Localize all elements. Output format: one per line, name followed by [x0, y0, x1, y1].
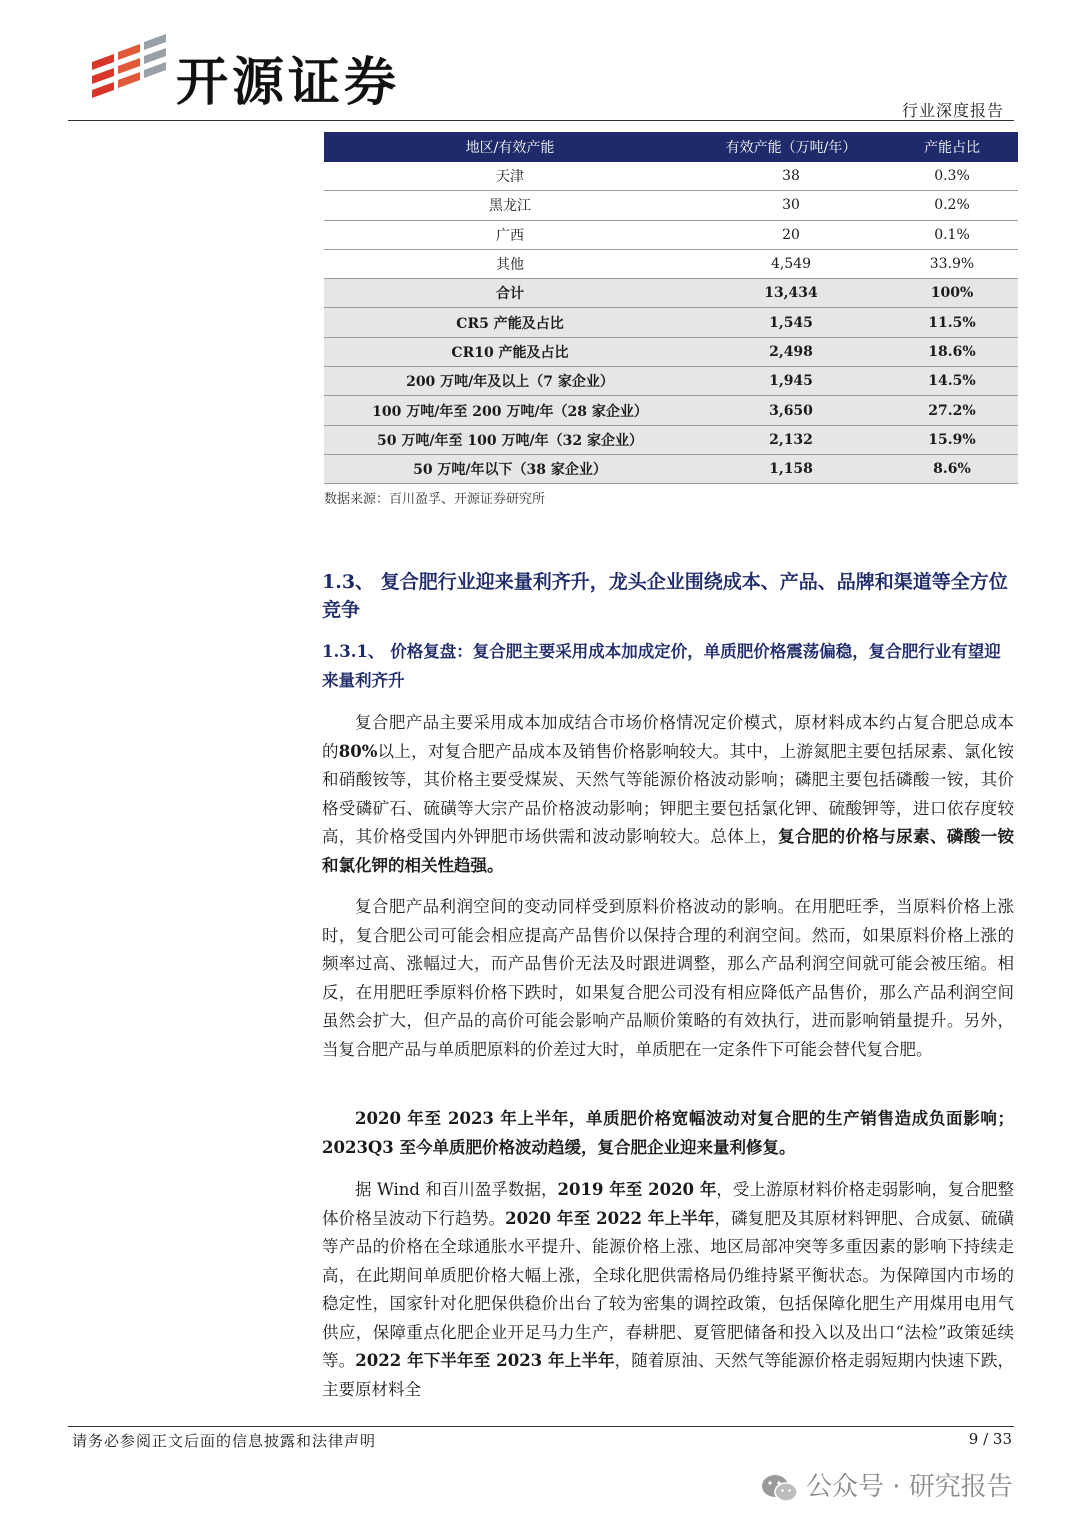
logo-text: 开源证券	[176, 53, 401, 113]
text-run-bold: 复合肥的价格与尿素、磷酸一铵和氯化钾的相关性趋强。	[322, 827, 1015, 875]
body-paragraph: 复合肥产品利润空间的变动同样受到原料价格波动的影响。在用肥旺季，当原料价格上涨时，复合肥公司可能会相应提高产品售价以保持合理的利润空间。然而，如果原料价格上涨的频率过高、涨幅过大，而产品售价无法及时跟进调整，那么产品利润空间就可能会被压缩。相反，在用肥旺季原料价格下跌时，如果复合肥公司没有相应降低产品售价，那么产品利润空间虽然会扩大，但产品的高价可能会影响产品顺价策略的有效执行，进而影响销量提升。另外，当复合肥产品与单质肥原料的价差过大时，单质肥在一定条件下可能会替代复合肥。	[322, 897, 1014, 1059]
table-cell: 14.5%	[886, 367, 1018, 396]
section-heading	[322, 568, 1014, 624]
table-cell: 0.2%	[886, 191, 1018, 220]
body-paragraph	[322, 709, 1014, 880]
footer-disclaimer: 请务必参阅正文后面的信息披露和法律声明	[72, 1432, 377, 1450]
table-cell: 30	[696, 191, 886, 220]
table-cell: 4,549	[696, 249, 886, 278]
table-row-summary	[324, 454, 1018, 483]
table-row	[324, 162, 1018, 191]
table-row	[324, 220, 1018, 249]
capacity-table	[324, 132, 1018, 484]
subsection-heading	[322, 638, 1014, 695]
column-header: 地区/有效产能	[324, 132, 696, 162]
table-cell: 100 万吨/年至 200 万吨/年（28 家企业）	[324, 396, 696, 425]
table-cell: 0.1%	[886, 220, 1018, 249]
table-cell: 合计	[324, 279, 696, 308]
text-run: 以上，对复合肥产品成本及销售价格影响较大。其中，上游氮肥主要包括尿素、氯化铵和硝酸铵等，其价格主要受煤炭、天然气等能源价格波动影响；磷肥主要包括磷酸一铵，其价格受磷矿石、硫磺等大宗产品价格波动影响；钾肥主要包括氯化钾、硫酸钾等，进口依存度较高，其价格受国内外钾肥市场供需和波动影响较大。总体上，	[322, 741, 1015, 846]
table-row	[324, 191, 1018, 220]
table-cell: 50 万吨/年以下（38 家企业）	[324, 454, 696, 483]
text-run-bold: 80%	[338, 741, 378, 761]
table-cell: 200 万吨/年及以上（7 家企业）	[324, 367, 696, 396]
text-run: ，磷复肥及其原材料钾肥、合成氨、硫磺等产品的价格在全球通胀水平提升、能源价格上涨、地区局部冲突等多重因素的影响下持续走高，在此期间单质肥价格大幅上涨，全球化肥供需格局仍维持紧平衡状态。为保障国内市场的稳定性，国家针对化肥保供稳价出台了较为密集的调控政策，包括保障化肥生产用煤用电用气供应，保障重点化肥企业开足马力生产，春耕肥、夏管肥储备和投入以及出口“法检”政策延续等。	[322, 1208, 1014, 1370]
document-type: 行业深度报告	[901, 101, 1004, 120]
table-cell: 2,498	[696, 337, 886, 366]
footer-divider	[68, 1426, 1014, 1427]
watermark-text: 公众号 · 研究报告	[806, 1472, 1013, 1502]
table-cell: 黑龙江	[324, 191, 696, 220]
table-cell: CR5 产能及占比	[324, 308, 696, 337]
table-cell: 13,434	[696, 279, 886, 308]
page-number: 9 / 33	[968, 1430, 1012, 1448]
company-logo	[88, 32, 418, 113]
wechat-icon	[760, 1473, 800, 1503]
table-cell: 11.5%	[886, 308, 1018, 337]
table-row-summary	[324, 425, 1018, 454]
table-cell: 8.6%	[886, 454, 1018, 483]
table-cell: 1,158	[696, 454, 886, 483]
table-cell: 广西	[324, 220, 696, 249]
text-run: 复合肥产品主要采用成本加成结合市场价格情况定价模式，原材料成本约占复合肥总成本的	[322, 713, 1014, 761]
table-cell: 2,132	[696, 425, 886, 454]
table-row	[324, 249, 1018, 278]
watermark	[760, 1466, 1013, 1503]
table-cell: 100%	[886, 279, 1018, 308]
text-run-bold: 2020 年至 2022 年上半年	[505, 1208, 715, 1228]
column-header: 产能占比	[886, 132, 1018, 162]
table-cell: CR10 产能及占比	[324, 337, 696, 366]
column-header: 有效产能（万吨/年）	[696, 132, 886, 162]
text-run: 据 Wind 和百川盈孚数据，	[355, 1180, 558, 1199]
table-cell: 33.9%	[886, 249, 1018, 278]
table-cell: 50 万吨/年至 100 万吨/年（32 家企业）	[324, 425, 696, 454]
table-cell: 0.3%	[886, 162, 1018, 191]
subsection-title: 价格复盘：复合肥主要采用成本加成定价，单质肥价格震荡偏稳，复合肥行业有望迎来量利齐升	[322, 642, 1001, 690]
body-paragraph-bold: 2020 年至 2023 年上半年，单质肥价格宽幅波动对复合肥的生产销售造成负面影响；2023Q3 至今单质肥价格波动趋缓，复合肥企业迎来量利修复。	[322, 1109, 1014, 1157]
section-title: 复合肥行业迎来量利齐升，龙头企业围绕成本、产品、品牌和渠道等全方位竞争	[322, 571, 1008, 621]
table-source-note: 数据来源：百川盈孚、开源证券研究所	[324, 492, 546, 507]
table-cell: 27.2%	[886, 396, 1018, 425]
table-cell: 3,650	[696, 396, 886, 425]
text-run: ，随着原油、天然气等能源价格走弱短期内快速下跌，主要原材料全	[322, 1351, 1015, 1399]
table-cell: 天津	[324, 162, 696, 191]
subsection-number: 1.3.1、	[322, 642, 385, 661]
table-row-total	[324, 279, 1018, 308]
table-cell: 15.9%	[886, 425, 1018, 454]
table-row-summary	[324, 367, 1018, 396]
text-run: ，受上游原材料价格走弱影响，复合肥整体价格呈波动下行趋势。	[322, 1180, 1015, 1228]
table-header-row	[324, 132, 1018, 162]
body-paragraph	[322, 1176, 1014, 1404]
table-row-summary	[324, 308, 1018, 337]
text-run-bold: 2022 年下半年至 2023 年上半年	[355, 1351, 615, 1370]
table-row-summary	[324, 337, 1018, 366]
section-number: 1.3、	[322, 571, 375, 593]
table-cell: 1,545	[696, 308, 886, 337]
table-cell: 1,945	[696, 367, 886, 396]
logo-mark-icon	[88, 32, 168, 98]
header-divider	[68, 120, 1014, 121]
table-cell: 38	[696, 162, 886, 191]
table-row-summary	[324, 396, 1018, 425]
table-cell: 18.6%	[886, 337, 1018, 366]
table-cell: 20	[696, 220, 886, 249]
text-run-bold: 2019 年至 2020 年	[557, 1180, 717, 1199]
table-cell: 其他	[324, 249, 696, 278]
